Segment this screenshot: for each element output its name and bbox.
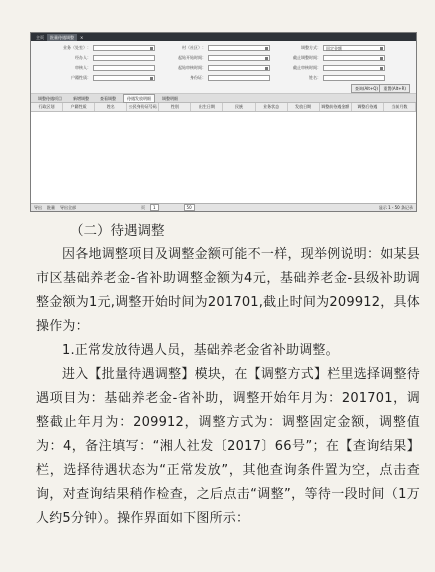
col-birthdate[interactable]: 出生日期: [191, 103, 223, 111]
query-form: [31, 41, 416, 94]
page-size-select[interactable]: 50: [184, 204, 195, 211]
col-months[interactable]: 当前月数: [384, 103, 416, 111]
col-household[interactable]: 户籍性质: [63, 103, 95, 111]
business-select[interactable]: [93, 45, 155, 51]
col-status[interactable]: 业务状态: [256, 103, 288, 111]
tab-close-icon[interactable]: ×: [80, 34, 84, 40]
page-number-input[interactable]: 1: [150, 204, 159, 211]
village-select[interactable]: [208, 45, 270, 51]
query-button[interactable]: 查询(Alt+Q): [351, 84, 382, 93]
id-card-input[interactable]: [208, 75, 270, 81]
col-region[interactable]: 行政区划: [31, 103, 63, 111]
adjust-mode-select[interactable]: 固定金额: [323, 45, 385, 51]
result-table-header: [31, 103, 416, 112]
field-start-review: 起始审核时间：: [166, 64, 270, 71]
field-reviewer: 审核人：: [51, 64, 155, 71]
reset-button[interactable]: 重置(Alt+R): [379, 84, 410, 93]
field-id-card: 身份证：: [166, 74, 270, 81]
col-amount-after[interactable]: 调整后待遇: [352, 103, 384, 111]
embedded-screenshot: [30, 32, 417, 212]
reviewer-input[interactable]: [93, 65, 155, 71]
section-heading: （二）待遇调整: [70, 223, 165, 239]
col-ethnicity[interactable]: 民族: [223, 103, 255, 111]
name-input[interactable]: [323, 75, 385, 81]
field-village: 村（社区）：: [166, 44, 270, 51]
field-handler: 经办人：: [51, 54, 155, 61]
toolbar-payment-detail[interactable]: 待遇发放明细: [123, 94, 155, 103]
page-label: 页: [141, 204, 145, 210]
col-name[interactable]: 姓名: [95, 103, 127, 111]
field-start-adjust: 起始开始时间：: [166, 54, 270, 61]
handler-input[interactable]: [93, 55, 155, 61]
intro-paragraph: 因各地调整项目及调整金额可能不一样，现举例说明：如某县市区基础养老金-省补助调整金额为4元，基础养老金-县级补助调整金额为1元,调整开始时间为201701,截止时间为209912，具体操作为：: [36, 247, 420, 334]
action-toolbar: [31, 94, 416, 103]
result-table-body: [31, 112, 416, 206]
end-review-input[interactable]: [323, 65, 385, 71]
batch-button[interactable]: 批量: [47, 204, 55, 210]
toolbar-add-adjust[interactable]: 新增调整: [73, 95, 89, 101]
toolbar-view-adjust[interactable]: 查看调整: [100, 95, 116, 101]
tab-bar: [31, 33, 416, 41]
col-amount-before[interactable]: 调整前待遇金额: [320, 103, 352, 111]
start-adjust-input[interactable]: [208, 55, 270, 61]
col-gender[interactable]: 性别: [159, 103, 191, 111]
export-button[interactable]: 导出: [34, 204, 42, 210]
field-end-review: 截止审核时间：: [281, 64, 385, 71]
tab-batch-adjust[interactable]: 批量待遇调整: [47, 34, 77, 41]
pager-bar: [31, 203, 416, 211]
end-adjust-input[interactable]: [323, 55, 385, 61]
step-one-paragraph: 1.正常发放待遇人员，基础养老金省补助调整。: [62, 343, 339, 358]
field-business: 业务（处室）：: [51, 44, 155, 51]
field-household: 户籍性质：: [51, 74, 155, 81]
field-name: 姓名：: [281, 74, 385, 81]
col-id-number[interactable]: 公民身份证号码: [127, 103, 159, 111]
col-pay-date[interactable]: 发放日期: [288, 103, 320, 111]
field-adjust-mode: 调整方式： 固定金额: [281, 44, 385, 51]
start-review-input[interactable]: [208, 65, 270, 71]
tab-home[interactable]: 主页: [36, 34, 44, 40]
field-end-adjust: 截止调整时间：: [281, 54, 385, 61]
record-summary: 显示 1 - 50 条记录: [378, 204, 413, 210]
household-select[interactable]: [93, 75, 155, 81]
toolbar-adjust-items[interactable]: 调整待遇项目: [38, 95, 62, 101]
instruction-paragraph: 进入【批量待遇调整】模块，在【调整方式】栏里选择调整待遇项目为：基础养老金-省补助，调整开始年月为：201701，调整截止年月为：209912，调整方式为：调整固定金额，调整值为：4，备注填写：“湘人社发〔2017〕66号”；在【查询结果】栏，选择待遇状态为“正常发放”，其他查询条件置为空，点击查询，对查询结果稍作检查，之后点击“调整”，等待一段时间（1万人约5分钟）。操作界面如下图所示：: [36, 367, 420, 526]
export-all-button[interactable]: 导出全部: [60, 204, 76, 210]
toolbar-adjust-detail[interactable]: 调整明细: [162, 95, 178, 101]
